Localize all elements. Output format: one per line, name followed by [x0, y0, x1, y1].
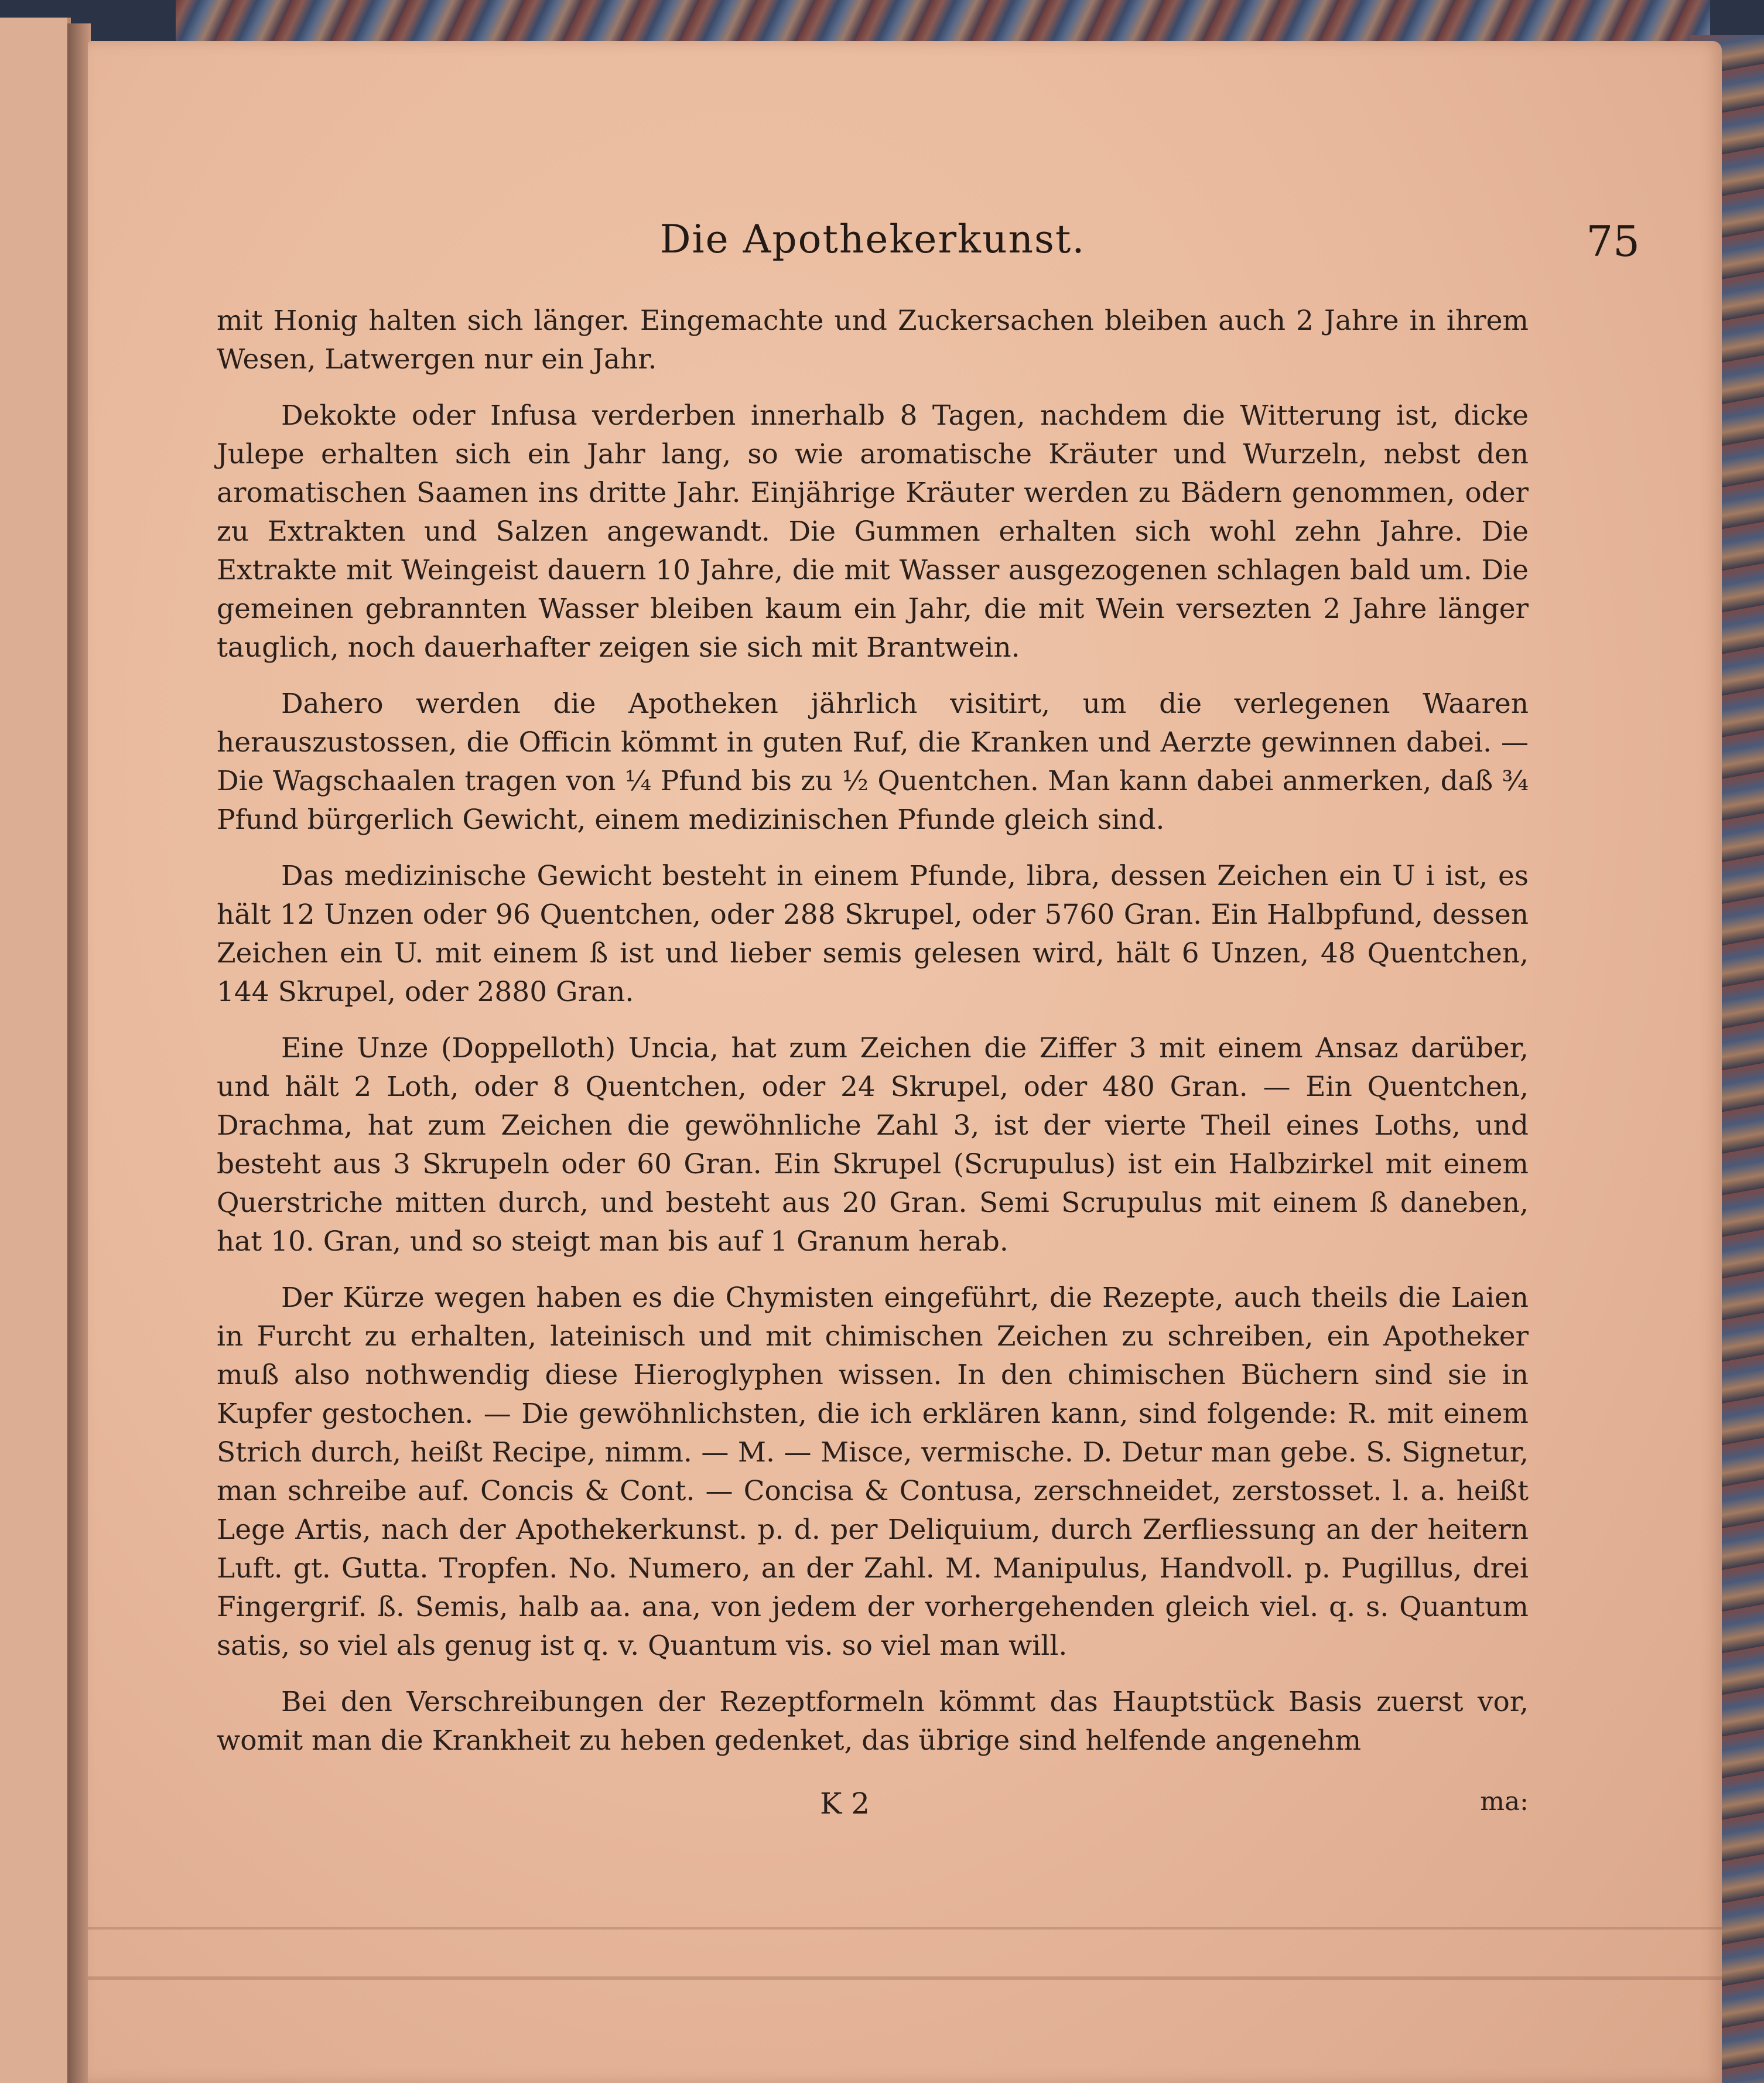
paragraph: mit Honig halten sich länger. Eingemachte und Zuckersachen bleiben auch 2 Jahre in ihrem Wesen, Latwergen nur ein Jahr.: [217, 305, 1529, 375]
book-gutter: [67, 23, 91, 2083]
page-number: 75: [1586, 217, 1640, 266]
paragraph: Das medizinische Gewicht besteht in einem Pfunde, libra, dessen Zeichen ein U i ist, es hält 12 Unzen oder 96 Quentchen, oder 288 Skrupel, oder 5760 Gran. Ein Halbpfund, dessen Zeichen ein U. mit einem ß ist und lieber semis gelesen wird, hält 6 Unzen, 48 Quentchen, 144 Skrupel, oder 2880 Gran.: [217, 860, 1529, 1008]
catchword: ma:: [1480, 1787, 1529, 1816]
paragraph: Der Kürze wegen haben es die Chymisten eingeführt, die Rezepte, auch theils die Laien in Furcht zu erhalten, lateinisch und mit chimischen Zeichen zu schreiben, ein Apotheker muß also nothwendig diese Hieroglyphen wissen. In den chimischen Büchern sind sie in Kupfer gestochen. — Die gewöhnlichsten, die ich erklären kann, sind folgende: R. mit einem Strich durch, heißt Recipe, nimm. — M. — Misce, vermische. D. Detur man gebe. S. Signetur, man schreibe auf. Concis & Cont. — Concisa & Contusa, zerschneidet, zerstosset. l. a. heißt Lege Artis, nach der Apothekerkunst. p. d. per Deliquium, durch Zerfliessung an der heitern Luft. gt. Gutta. Tropfen. No. Numero, an der Zahl. M. Manipulus, Handvoll. p. Pugillus, drei Fingergrif. ß. Semis, halb aa. ana, von jedem der vorhergehenden gleich viel. q. s. Quantum satis, so viel als genug ist q. v. Quantum vis. so viel man will.: [217, 1282, 1529, 1662]
page-header: [217, 217, 1640, 281]
paragraph: Dahero werden die Apotheken jährlich visitirt, um die verlegenen Waaren herauszustossen, die Officin kömmt in guten Ruf, die Kranken und Aerzte gewinnen dabei. — Die Wagschaalen tragen von ¼ Pfund bis zu ½ Quentchen. Man kann dabei anmerken, daß ¾ Pfund bürgerlich Gewicht, einem medizinischen Pfunde gleich sind.: [217, 688, 1529, 836]
running-title: Die Apothekerkunst.: [659, 217, 1086, 262]
page-bottom-edge: [88, 1927, 1722, 1980]
paragraph: Eine Unze (Doppelloth) Uncia, hat zum Zeichen die Ziffer 3 mit einem Ansaz darüber, und hält 2 Loth, oder 8 Quentchen, oder 24 Skrupel, oder 480 Gran. — Ein Quentchen, Drachma, hat zum Zeichen die gewöhnliche Zahl 3, ist der vierte Theil eines Loths, und besteht aus 3 Skrupeln oder 60 Gran. Ein Skrupel (Scrupulus) ist ein Halbzirkel mit einem Querstriche mitten durch, und besteht aus 20 Gran. Semi Scrupulus mit einem ß daneben, hat 10. Gran, und so steigt man bis auf 1 Granum herab.: [217, 1032, 1529, 1258]
paragraph: Bei den Verschreibungen der Rezeptformeln kömmt das Hauptstück Basis zuerst vor, womit man die Krankheit zu heben gedenket, das übrige sind helfende angenehm: [217, 1686, 1529, 1757]
paragraph: Dekokte oder Infusa verderben innerhalb 8 Tagen, nachdem die Witterung ist, dicke Julepe erhalten sich ein Jahr lang, so wie aromatische Kräuter und Wurzeln, nebst den aromatischen Saamen ins dritte Jahr. Einjährige Kräuter werden zu Bädern genommen, oder zu Extrakten und Salzen angewandt. Die Gummen erhalten sich wohl zehn Jahre. Die Extrakte mit Weingeist dauern 10 Jahre, die mit Wasser ausgezogenen schlagen bald um. Die gemeinen gebrannten Wasser bleiben kaum ein Jahr, die mit Wein versezten 2 Jahre länger tauglich, noch dauerhafter zeigen sie sich mit Brantwein.: [217, 399, 1529, 664]
left-page-edge: [0, 18, 71, 2083]
signature-mark: K 2: [820, 1787, 870, 1821]
page-footer: [217, 1787, 1529, 1833]
body-text: [217, 302, 1529, 1778]
